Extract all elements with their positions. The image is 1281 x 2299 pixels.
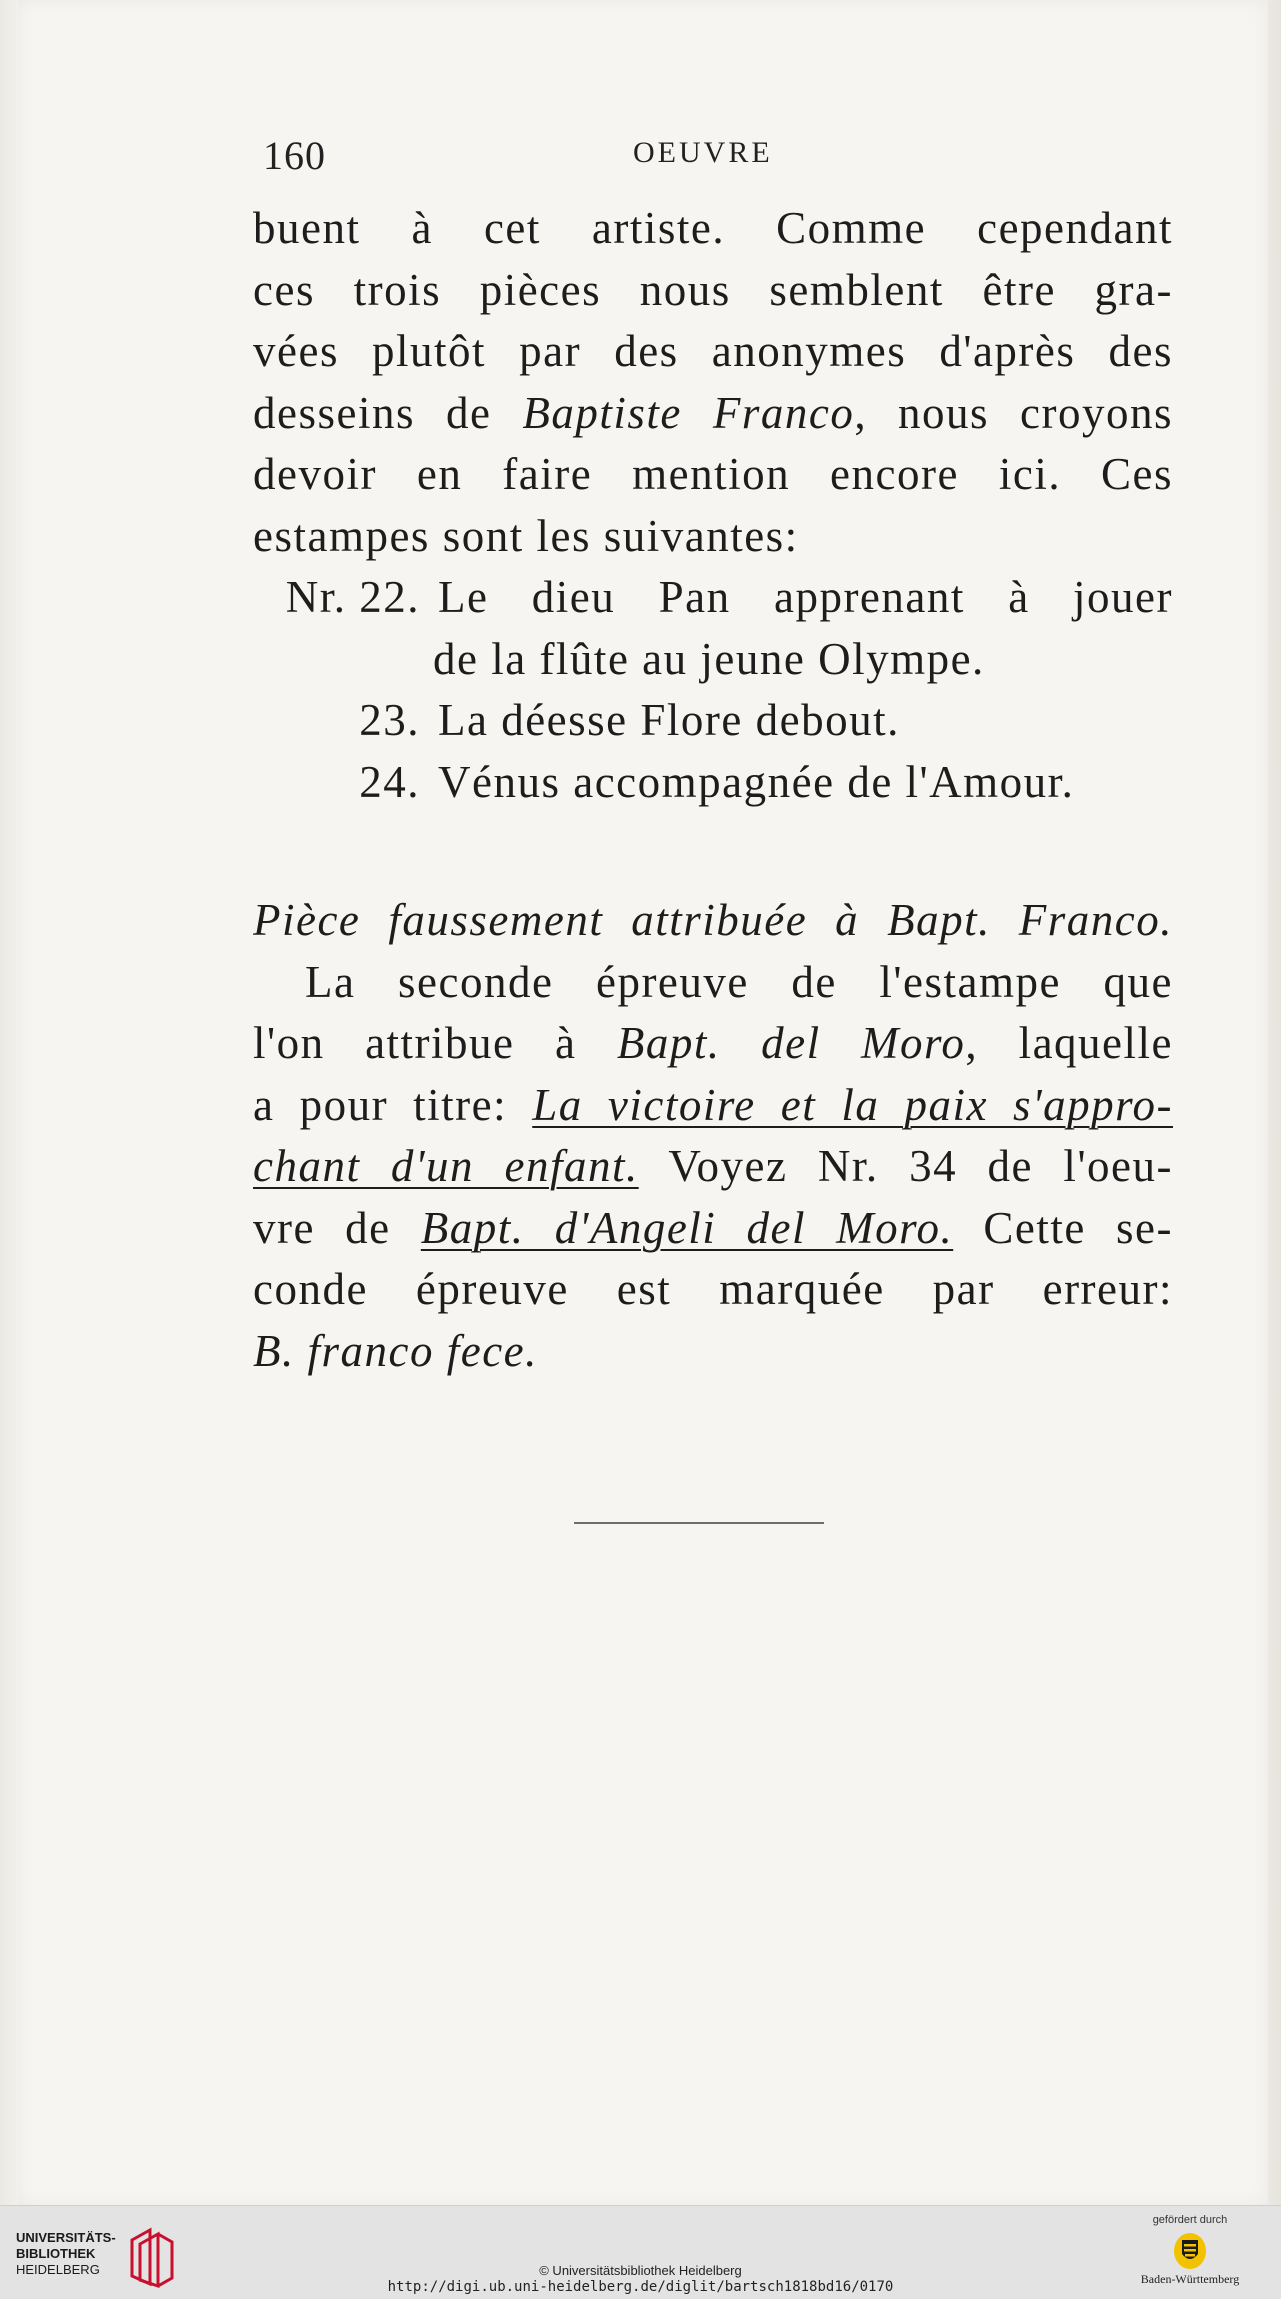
text-line: conde épreuve est marquée par erreur: xyxy=(253,1264,1173,1314)
artist-name: Baptiste Franco xyxy=(522,387,855,438)
text-line xyxy=(253,1013,1173,1075)
funder-name: Baden-Württemberg xyxy=(1140,2272,1240,2286)
text-span: Voyez Nr. 34 de l'oeu- xyxy=(668,1141,1173,1191)
text-line xyxy=(253,1075,1173,1137)
entry-number: Nr. 22. xyxy=(285,572,420,622)
text-span: desseins de xyxy=(253,387,492,438)
page-number: 160 xyxy=(263,133,326,178)
library-name-line: UNIVERSITÄTS- xyxy=(16,2230,116,2245)
text-span: a pour titre: xyxy=(253,1079,508,1130)
entry-continuation: de la flûte au jeune Olympe. xyxy=(433,633,985,684)
footer-bar xyxy=(0,2205,1281,2299)
text-span: , laquelle xyxy=(965,1018,1173,1068)
library-name-line: HEIDELBERG xyxy=(16,2262,100,2277)
entry-text: La déesse Flore debout. xyxy=(438,695,900,745)
text-line xyxy=(253,1136,1173,1198)
section-divider xyxy=(574,1522,824,1524)
text-line: estampes sont les suivantes: xyxy=(253,510,799,561)
artist-name: Bapt. del Moro xyxy=(616,1018,966,1068)
text-line xyxy=(253,383,1173,445)
library-name-line: BIBLIOTHEK xyxy=(16,2246,96,2261)
catalog-entry xyxy=(253,752,1173,814)
paragraph-intro xyxy=(253,198,1173,813)
text-line xyxy=(253,1198,1173,1260)
text-span: , nous croyons xyxy=(854,387,1173,438)
entry-number: 23. xyxy=(359,695,420,745)
catalog-entry xyxy=(253,567,1173,629)
running-title: OEUVRE xyxy=(633,136,773,169)
print-title: chant d'un enfant. xyxy=(253,1141,639,1191)
text-line: buent à cet artiste. Comme cependant xyxy=(253,203,1173,253)
section-false-attribution xyxy=(253,890,1173,1382)
baden-wuerttemberg-crest-icon xyxy=(1173,2232,1207,2270)
text-line: devoir en faire mention encore ici. Ces xyxy=(253,449,1173,499)
permalink[interactable]: http://digi.ub.uni-heidelberg.de/diglit/bartsch1818bd16/0170 xyxy=(387,2279,894,2295)
section-heading: Pièce faussement attribuée à Bapt. Franco. xyxy=(253,895,1173,945)
text-line: ces trois pièces nous semblent être gra- xyxy=(253,264,1173,315)
text-span: l'on attribue à xyxy=(253,1018,577,1068)
text-line: vées plutôt par des anonymes d'après des xyxy=(253,326,1173,376)
funding-credit[interactable] xyxy=(1125,2214,1255,2287)
catalog-entry xyxy=(253,690,1173,752)
print-title: La victoire et la paix s'appro- xyxy=(532,1079,1173,1130)
text-span: vre de xyxy=(253,1202,391,1253)
artist-name: Bapt. d'Angeli del Moro. xyxy=(420,1202,954,1253)
entry-text: Le dieu Pan apprenant à jouer xyxy=(438,572,1173,622)
page-sheet xyxy=(18,0,1268,2205)
inscription: B. franco fece. xyxy=(253,1325,538,1376)
page-header xyxy=(263,132,1163,192)
funded-by-label: gefördert durch xyxy=(1152,2214,1228,2226)
text-span: Cette se- xyxy=(983,1202,1173,1253)
entry-text: Vénus accompagnée de l'Amour. xyxy=(438,756,1075,807)
entry-number: 24. xyxy=(359,756,420,807)
copyright-notice: © Universitätsbibliothek Heidelberg xyxy=(539,2263,742,2278)
text-line: La seconde épreuve de l'estampe que xyxy=(305,956,1173,1007)
